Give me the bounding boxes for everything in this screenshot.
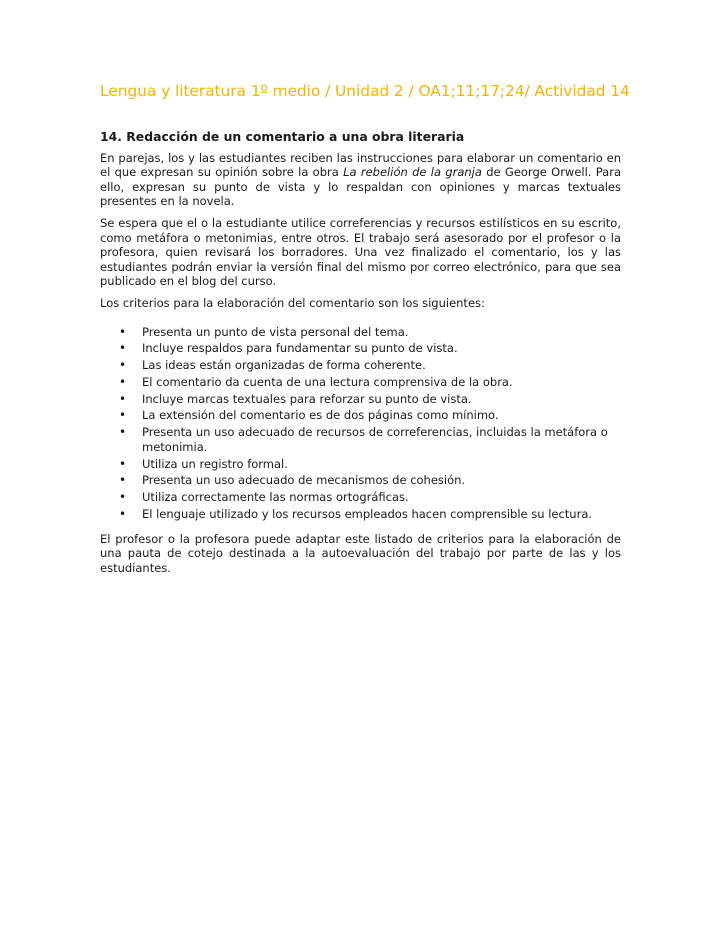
paragraph-closing: El profesor o la profesora puede adaptar este listado de criterios para la elaboración de una pauta de cotejo destinada a la autoevaluación del trabajo por parte de las y los estudiantes. [100, 531, 621, 575]
criteria-text: Presenta un punto de vista personal del tema. [142, 324, 409, 339]
criteria-item [100, 392, 621, 407]
paragraph-expectations: Se espera que el o la estudiante utilice correferencias y recursos estilísticos en su escrito, como metáfora o metonimias, entre otros. El trabajo será asesorado por el profesor o la profesora, quien revisará los borradores. Una vez finalizado el comentario, los y las estudiantes podrán enviar la versión final del mismo por correo electrónico, para que sea publicado en el blog del curso. [100, 215, 621, 289]
criteria-text: Incluye marcas textuales para reforzar su punto de vista. [142, 391, 472, 406]
activity-heading: 14. Redacción de un comentario a una obra literaria [100, 129, 465, 144]
bullet-icon: • [119, 456, 127, 471]
criteria-item [100, 341, 621, 356]
criteria-item [100, 473, 621, 488]
criteria-item [100, 358, 621, 373]
criteria-item [100, 457, 621, 472]
bullet-icon: • [119, 506, 127, 521]
criteria-text: Utiliza un registro formal. [142, 456, 288, 471]
bullet-icon: • [119, 425, 127, 440]
book-title: La rebelión de la granja [343, 165, 482, 180]
criteria-item [100, 325, 621, 340]
bullet-icon: • [119, 391, 127, 406]
page-header: Lengua y literatura 1º medio / Unidad 2 / OA1;11;17;24/ Actividad 14 [100, 82, 630, 100]
paragraph-intro [100, 151, 621, 209]
criteria-item [100, 507, 621, 522]
bullet-icon: • [119, 490, 127, 505]
paragraph-criteria-intro: Los criterios para la elaboración del comentario son los siguientes: [100, 295, 485, 310]
criteria-item [100, 425, 621, 454]
criteria-text: La extensión del comentario es de dos páginas como mínimo. [142, 408, 499, 423]
bullet-icon: • [119, 324, 127, 339]
bullet-icon: • [119, 358, 127, 373]
activity-content [100, 130, 621, 582]
bullet-icon: • [119, 473, 127, 488]
criteria-text: Presenta un uso adecuado de recursos de correferencias, incluidas la metáfora o metonimia. [142, 425, 608, 454]
criteria-text: Las ideas están organizadas de forma coherente. [142, 358, 426, 373]
paragraph-intro-start: En parejas, los y las estudiantes reciben las instrucciones para elaborar un comentario en el que expresan su opinión sobre la obra [100, 150, 621, 180]
bullet-icon: • [119, 408, 127, 423]
criteria-text: Presenta un uso adecuado de mecanismos de cohesión. [142, 473, 466, 488]
criteria-text: El lenguaje utilizado y los recursos empleados hacen comprensible su lectura. [142, 506, 593, 521]
paragraph-intro-end: de George Orwell. Para ello, expresan su punto de vista y lo respaldan con opiniones y marcas textuales presentes en la novela. [100, 165, 621, 209]
criteria-text: El comentario da cuenta de una lectura comprensiva de la obra. [142, 374, 513, 389]
bullet-icon: • [119, 341, 127, 356]
criteria-item [100, 375, 621, 390]
criteria-item [100, 408, 621, 423]
criteria-item [100, 490, 621, 505]
criteria-text: Utiliza correctamente las normas ortográficas. [142, 490, 409, 505]
criteria-text: Incluye respaldos para fundamentar su punto de vista. [142, 341, 458, 356]
bullet-icon: • [119, 374, 127, 389]
criteria-list [100, 325, 621, 522]
